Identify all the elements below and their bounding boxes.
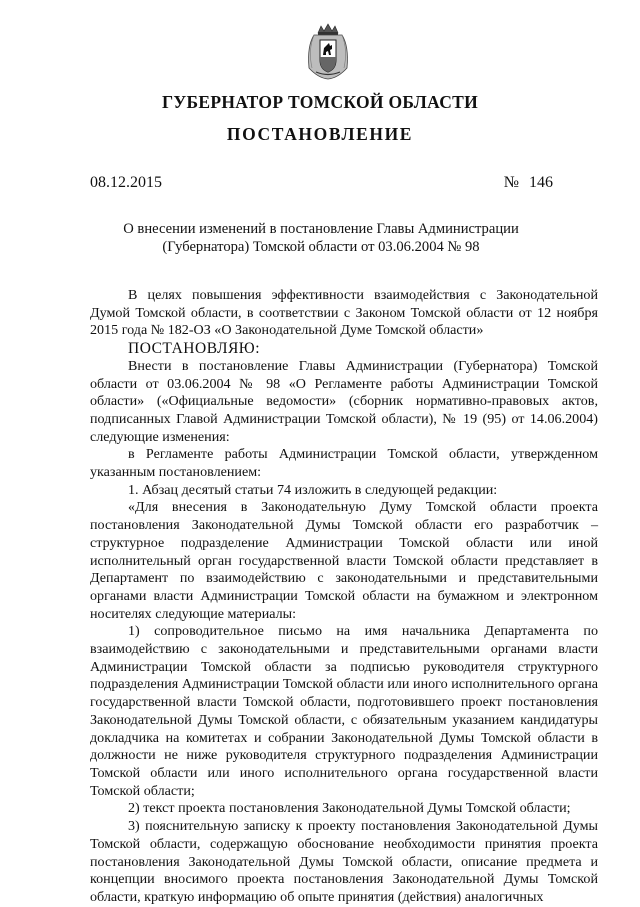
body-paragraph: в Регламенте работы Администрации Томской области, утвержденном указанным постановлением: xyxy=(90,446,598,481)
list-item: 2) текст проекта постановления Законодательной Думы Томской области; xyxy=(128,800,571,817)
organization-heading: ГУБЕРНАТОР ТОМСКОЙ ОБЛАСТИ xyxy=(161,92,479,112)
body-paragraph: 1. Абзац десятый статьи 74 изложить в следующей редакции: xyxy=(128,481,498,498)
subject-line: (Губернатора) Томской области от 03.06.2004 № 98 xyxy=(162,239,480,255)
list-item: 1) сопроводительное письмо на имя начальника Департамента по взаимодействию с законодательными и представительными органами власти Администрации Томской области за подписью руководителя структурного подразделения Администрации Томской области или иного исполнительного органа государственной власти Томской области, подготовившего проект постановления Законодательной Думы Томской области, с обязательным указанием кандидатуры докладчика на комитетах и собрании Законодательной Думы Томской области в должности не ниже руководителя структурного подразделения Администрации Томской области или иного исполнительного органа государственной власти Томской области; xyxy=(90,623,598,799)
resolution-keyword: ПОСТАНОВЛЯЮ: xyxy=(128,340,261,358)
preamble-paragraph: В целях повышения эффективности взаимодействия с Законодательной Думой Томской области, в соответствии с Законом Томской области от 12 ноября 2015 года № 182-ОЗ «О Законодательной Думе Томской области» xyxy=(90,287,598,339)
subject-line: О внесении изменений в постановление Главы Администрации xyxy=(123,221,519,237)
body-paragraph: «Для внесения в Законодательную Думу Томской области проекта постановления Законодательной Думы Томской области его разработчик – структурное подразделение Администрации Томской области или иной исполнительный орган государственной власти Томской области представляет в Департамент по взаимодействию с законодательными и представительными органами власти Администрации Томской области на бумажном и электронном носителях следующие материалы: xyxy=(90,499,598,622)
body-paragraph: Внести в постановление Главы Администрации (Губернатора) Томской области от 03.06.2004 № 98 «О Регламенте работы Администрации Томской области» («Официальные ведомости» (сборник нормативно-правовых актов, подписанных Главой Администрации Томской области), № 19 (95) от 14.06.2004) следующие изменения: xyxy=(90,357,598,445)
list-item: 3) пояснительную записку к проекту постановления Законодательной Думы Томской области, содержащую обоснование необходимости принятия проекта постановления Законодательной Думы Томской области, описание предмета и концепции вносимого проекта постановления Законодательной Думы Томской области, краткую информацию об опыте принятия (действия) аналогичных xyxy=(90,818,598,905)
document-type-heading: ПОСТАНОВЛЕНИЕ xyxy=(226,124,414,144)
document-number: № 146 xyxy=(503,174,553,191)
document-body xyxy=(90,287,598,907)
document-date: 08.12.2015 xyxy=(90,174,162,191)
document-subject xyxy=(90,220,552,256)
tomsk-region-coat-of-arms-icon xyxy=(304,22,352,80)
